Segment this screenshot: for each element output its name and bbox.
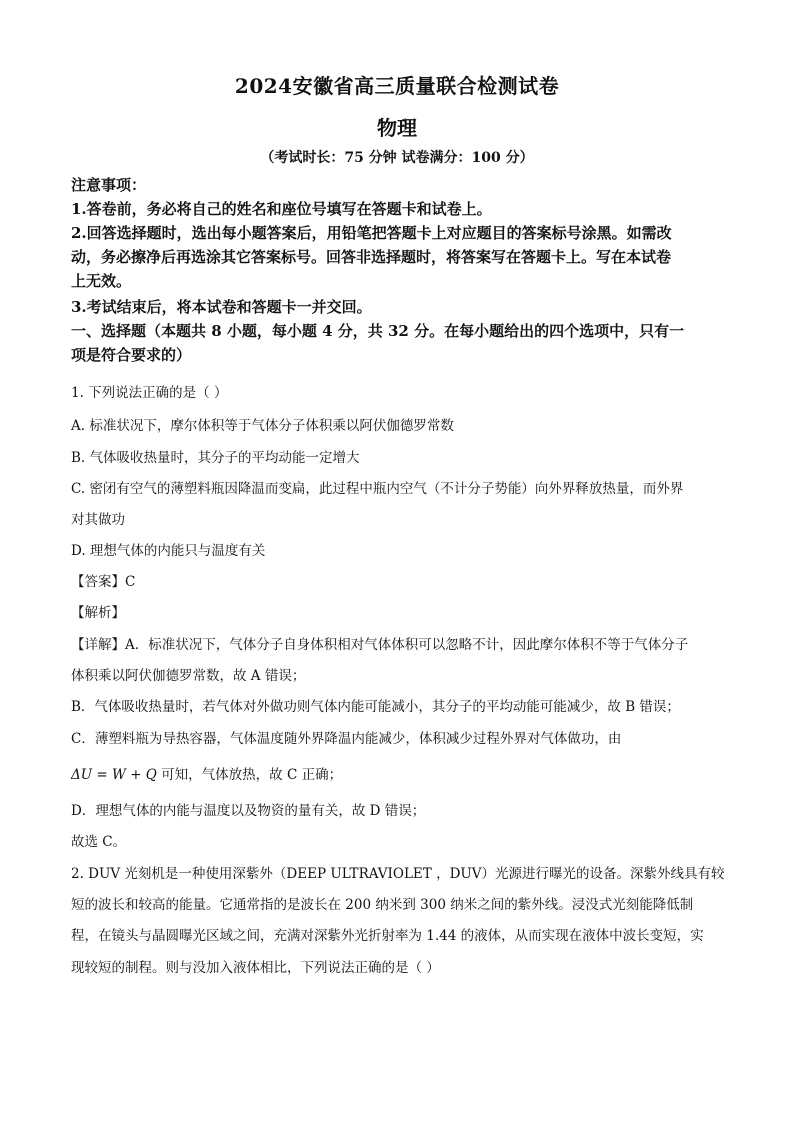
notice-item-1: 1.答卷前，务必将自己的姓名和座位号填写在答题卡和试卷上。 bbox=[71, 200, 492, 218]
question-2-line-1: 2. DUV 光刻机是一种使用深紫外（DEEP ULTRAVIOLET ，DUV）光源进行曝光的设备。深紫外线具有较 bbox=[71, 866, 725, 882]
question-2-line-3: 程，在镜头与晶圆曝光区域之间，充满对深紫外光折射率为 1.44 的液体，从而实现在液体中波长变短，实 bbox=[71, 928, 704, 944]
notice-item-2-line-2: 动，务必擦净后再选涂其它答案标号。回答非选择题时，将答案写在答题卡上。写在本试卷 bbox=[71, 248, 672, 266]
question-1-detail-c-line-2 bbox=[71, 763, 342, 783]
notice-heading: 注意事项： bbox=[71, 176, 147, 194]
page-title: 2024安徽省高三质量联合检测试卷 bbox=[234, 74, 560, 98]
question-1-detail-b: B．气体吸收热量时，若气体对外做功则气体内能可能减小，其分子的平均动能可能减少，故 B 错误； bbox=[71, 699, 680, 715]
question-1-option-c-line-2: 对其做功 bbox=[71, 512, 125, 528]
notice-item-3: 3.考试结束后，将本试卷和答题卡一并交回。 bbox=[71, 298, 372, 316]
exam-info: （考试时长：75 分钟 试卷满分：100 分） bbox=[260, 150, 534, 166]
question-1-detail-c-text: 可知，气体放热，故 C 正确； bbox=[161, 767, 343, 783]
question-1-stem: 1. 下列说法正确的是（ ） bbox=[71, 385, 228, 401]
question-2-line-2: 短的波长和较高的能量。它通常指的是波长在 200 纳米到 300 纳米之间的紫外线。浸没式光刻能降低制 bbox=[71, 897, 694, 913]
question-1-option-b: B. 气体吸收热量时，其分子的平均动能一定增大 bbox=[71, 450, 360, 466]
question-1-detail-c-line-1: C．薄塑料瓶为导热容器，气体温度随外界降温内能减少，体积减少过程外界对气体做功，由 bbox=[71, 731, 622, 747]
question-1-detail-line-2: 体积乘以阿伏伽德罗常数，故 A 错误； bbox=[71, 668, 306, 684]
question-1-conclusion: 故选 C。 bbox=[71, 834, 127, 850]
question-1-detail-line-1: 【详解】A．标准状况下，气体分子自身体积相对气体体积可以忽略不计，因此摩尔体积不等于气体分子 bbox=[71, 637, 689, 653]
question-1-detail-d: D．理想气体的内能与温度以及物资的量有关，故 D 错误； bbox=[71, 803, 426, 819]
notice-item-2-line-3: 上无效。 bbox=[71, 272, 132, 290]
subject-title: 物理 bbox=[377, 116, 417, 140]
question-1-option-a: A. 标准状况下，摩尔体积等于气体分子体积乘以阿伏伽德罗常数 bbox=[71, 418, 454, 434]
question-1-analysis-label: 【解析】 bbox=[71, 605, 125, 621]
question-2-line-4: 现较短的制程。则与没加入液体相比，下列说法正确的是（ ） bbox=[71, 960, 440, 976]
question-1-option-c-line-1: C. 密闭有空气的薄塑料瓶因降温而变扁，此过程中瓶内空气（不计分子势能）向外界释放热量，而外界 bbox=[71, 481, 684, 497]
question-1-answer: 【答案】C bbox=[71, 574, 136, 590]
notice-item-2-line-1: 2.回答选择题时，选出每小题答案后，用铅笔把答题卡上对应题目的答案标号涂黑。如需改 bbox=[71, 224, 672, 242]
question-1-option-d: D. 理想气体的内能只与温度有关 bbox=[71, 543, 266, 559]
first-law-formula: ΔU = W + Q bbox=[71, 767, 157, 783]
section-heading-line-1: 一、选择题（本题共 8 小题，每小题 4 分，共 32 分。在每小题给出的四个选项中，只有一 bbox=[71, 322, 685, 340]
section-heading-line-2: 项是符合要求的） bbox=[71, 346, 192, 364]
